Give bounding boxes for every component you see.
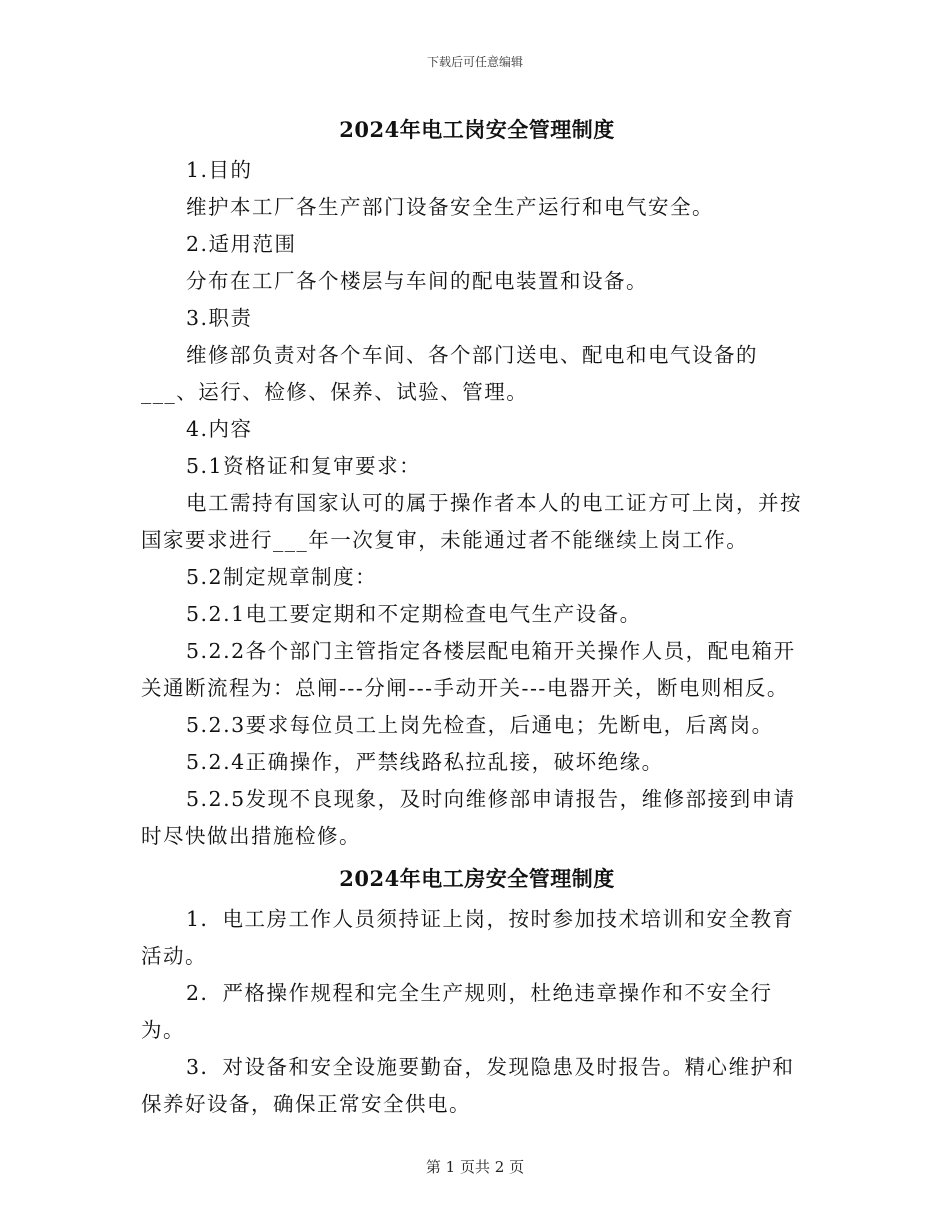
section1-paragraph: 5.2.5发现不良现象，及时向维修部申请报告，维修部接到申请时尽快做出措施检修。 xyxy=(141,787,796,848)
section1-paragraph: 分布在工厂各个楼层与车间的配电装置和设备。 xyxy=(186,269,648,293)
section1-paragraph: 2.适用范围 xyxy=(186,232,297,256)
section1-paragraph: 5.2.2各个部门主管指定各楼层配电箱开关操作人员，配电箱开关通断流程为：总闸---分闸---手动开关---电器开关，断电则相反。 xyxy=(141,639,796,700)
section2-title: 2024年电工房安全管理制度 xyxy=(339,866,615,891)
header-note: 下载后可任意编辑 xyxy=(426,55,523,69)
section1-paragraph: 5.2.4正确操作，严禁线路私拉乱接，破坏绝缘。 xyxy=(186,750,664,774)
section1-paragraph: 5.1资格证和复审要求： xyxy=(186,454,422,478)
section1-paragraph: 电工需持有国家认可的属于操作者本人的电工证方可上岗，并按国家要求进行___年一次复审，未能通过者不能继续上岗工作。 xyxy=(141,491,802,552)
section1-title: 2024年电工岗安全管理制度 xyxy=(339,117,615,142)
section1-paragraph: 5.2.1电工要定期和不定期检查电气生产设备。 xyxy=(186,602,642,626)
section1-paragraph: 5.2制定规章制度： xyxy=(186,565,378,589)
section1-paragraph: 5.2.3要求每位员工上岗先检查，后通电；先断电，后离岗。 xyxy=(186,713,774,737)
section1-paragraph: 4.内容 xyxy=(186,417,253,441)
section1-paragraph: 维修部负责对各个车间、各个部门送电、配电和电气设备的___、运行、检修、保养、试验、管理。 xyxy=(141,343,758,404)
document-body xyxy=(141,112,813,1123)
section1-paragraph: 3.职责 xyxy=(186,306,253,330)
section1-paragraph: 维护本工厂各生产部门设备安全生产运行和电气安全。 xyxy=(186,195,714,219)
section2-paragraph: 3．对设备和安全设施要勤奋，发现隐患及时报告。精心维护和保养好设备，确保正常安全供电。 xyxy=(141,1055,795,1116)
section2-paragraph: 2．严格操作规程和完全生产规则，杜绝违章操作和不安全行为。 xyxy=(141,981,773,1042)
section1-paragraph: 1.目的 xyxy=(186,158,253,182)
section2-paragraph: 1．电工房工作人员须持证上岗，按时参加技术培训和安全教育活动。 xyxy=(141,907,795,968)
page-footer: 第 1 页共 2 页 xyxy=(425,1158,525,1176)
